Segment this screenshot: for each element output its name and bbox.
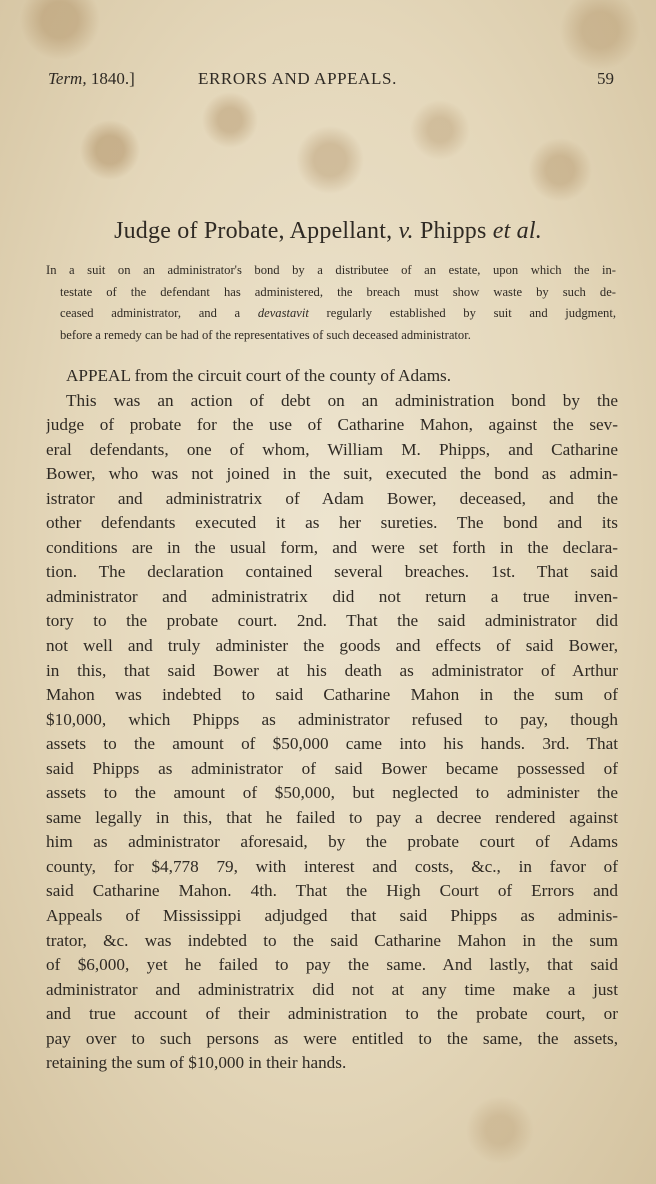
case-title — [0, 214, 656, 248]
body-line: trator, &c. was indebted to the said Catharine Mahon in the sum — [46, 930, 618, 950]
body-line: APPEAL from the circuit court of the county of Adams. — [66, 366, 452, 385]
case-title-versus: v. — [398, 218, 414, 244]
body-line: administrator and administratrix did not at any time make a just — [46, 979, 618, 999]
body-line: $10,000, which Phipps as administrator refused to pay, though — [46, 709, 618, 729]
body-line: county, for $4,778 79, with interest and costs, &c., in favor of — [46, 856, 618, 876]
body-line: same legally in this, that he failed to pay a decree rendered against — [46, 807, 618, 827]
running-head — [48, 64, 614, 94]
page-number: 59 — [597, 69, 614, 88]
body-line: assets to the amount of $50,000, but neglected to administer the — [46, 783, 618, 803]
headnote-italic-term: devastavit — [257, 306, 309, 320]
body-line: administrator and administratrix did not return a true inven- — [46, 586, 618, 606]
body-line: of $6,000, yet he failed to pay the same. And lastly, that said — [46, 955, 618, 975]
headnote — [46, 260, 616, 346]
case-title-parties: Phipps — [413, 218, 493, 244]
body-line: Mahon was indebted to said Catharine Mahon in the sum of — [46, 685, 618, 705]
case-title-etal: et al. — [492, 218, 542, 244]
headnote-line: In a suit on an administrator's bond by a distributee of an estate, upon which the in- — [46, 263, 616, 277]
headnote-line: before a remedy can be had of the representatives of such deceased administrator. — [60, 327, 471, 342]
body-line: in this, that said Bower at his death as administrator of Arthur — [46, 660, 618, 680]
body-line: tion. The declaration contained several breaches. 1st. That said — [46, 562, 618, 582]
body-line: eral defendants, one of whom, William M. Phipps, and Catharine — [46, 439, 618, 459]
body-line: istrator and administratrix of Adam Bower, deceased, and the — [46, 488, 618, 508]
body-line: said Catharine Mahon. 4th. That the High Court of Errors and — [46, 881, 618, 901]
body-line: and true account of their administration to the probate court, or — [46, 1004, 618, 1024]
headnote-line: testate of the defendant has administered, the breach must show waste by such de- — [60, 284, 616, 299]
body-line: conditions are in the usual form, and were set forth in the declara- — [46, 537, 618, 557]
body-line: pay over to such persons as were entitled to the same, the assets, — [46, 1028, 618, 1048]
body-line: not well and truly administer the goods and effects of said Bower, — [46, 636, 618, 656]
running-head-title: ERRORS AND APPEALS. — [198, 69, 397, 88]
headnote-text: regularly established by suit and judgment, — [308, 306, 617, 320]
body-line: This was an action of debt on an administration bond by the — [66, 390, 618, 410]
running-head-term-italic: Term, — [48, 69, 87, 88]
body-line: other defendants executed it as her sureties. The bond and its — [46, 513, 618, 533]
body-text — [46, 364, 618, 1076]
body-line: judge of probate for the use of Catharine Mahon, against the sev- — [46, 415, 618, 435]
headnote-line — [46, 303, 616, 325]
body-line: retaining the sum of $10,000 in their hands. — [46, 1053, 347, 1073]
body-line: Appeals of Mississippi adjudged that said Phipps as adminis- — [46, 906, 618, 926]
running-head-term — [48, 64, 135, 94]
case-title-main: Judge of Probate, Appellant, — [114, 218, 399, 244]
body-line: assets to the amount of $50,000 came into his hands. 3rd. That — [46, 734, 618, 754]
body-line: said Phipps as administrator of said Bower became possessed of — [46, 758, 618, 778]
headnote-text: ceased administrator, and a — [60, 306, 258, 320]
body-line: Bower, who was not joined in the suit, executed the bond as admin- — [46, 464, 618, 484]
body-line: tory to the probate court. 2nd. That the said administrator did — [46, 611, 618, 631]
running-head-term-year: 1840.] — [86, 69, 135, 88]
body-line: him as administrator aforesaid, by the probate court of Adams — [46, 832, 618, 852]
